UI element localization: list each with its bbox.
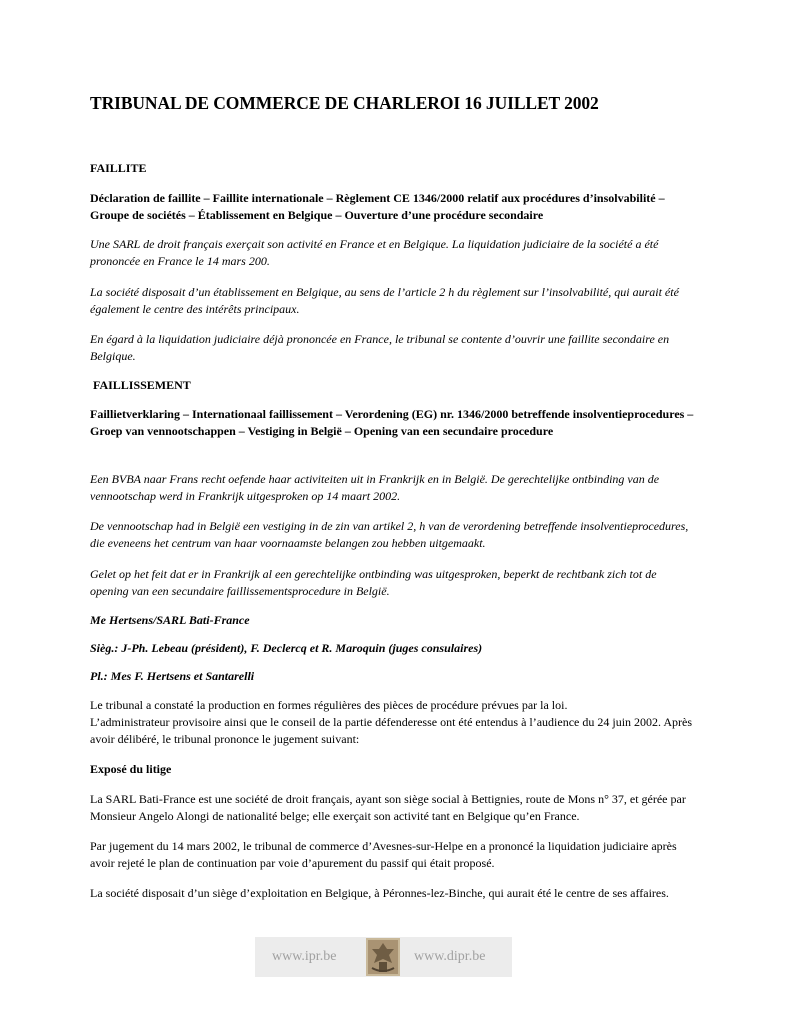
keywords-nl: Faillietverklaring – Internationaal faillissement – Verordening (EG) nr. 1346/2000 betreffende insolventieprocedures – Groep van vennootschappen – Vestiging in België – Opening van een secundaire procedure bbox=[90, 407, 694, 438]
summary-nl-3: Gelet op het feit dat er in Frankrijk al een gerechtelijke ontbinding was uitgesproken, beperkt de rechtbank zich tot de opening van een secundaire faillissementsprocedure in België. bbox=[90, 567, 657, 598]
page-title: TRIBUNAL DE COMMERCE DE CHARLEROI 16 JUILLET 2002 bbox=[90, 93, 599, 113]
summary-fr-3: En égard à la liquidation judiciaire déjà prononcée en France, le tribunal se contente d’ouvrir une faillite secondaire en Belgique. bbox=[90, 332, 670, 363]
intro-paragraph-2: L’administrateur provisoire ainsi que le conseil de la partie défenderesse ont été entendus à l’audience du 24 juin 2002. Après avoir délibéré, le tribunal prononce le jugement suivant: bbox=[90, 715, 693, 746]
body-paragraph-2: Par jugement du 14 mars 2002, le tribunal de commerce d’Avesnes-sur-Helpe en a prononcé la liquidation judiciaire après avoir rejeté le plan de continuation par voie d’apurement du passif qui était proposé. bbox=[90, 839, 677, 870]
case-parties: Me Hertsens/SARL Bati-France bbox=[90, 613, 250, 627]
case-counsel: Pl.: Mes F. Hertsens et Santarelli bbox=[90, 669, 255, 683]
summary-nl-2: De vennootschap had in België een vestiging in de zin van artikel 2, h van de verordening betreffende insolventieprocedures, die eveneens het centrum van haar voornaamste belangen zou hebben uitgemaakt. bbox=[90, 519, 689, 550]
section-heading-nl: FAILLISSEMENT bbox=[90, 378, 191, 392]
footer-link-dipr[interactable]: www.dipr.be bbox=[414, 949, 486, 964]
footer-link-ipr[interactable]: www.ipr.be bbox=[272, 949, 337, 964]
subsection-heading: Exposé du litige bbox=[90, 762, 172, 776]
summary-fr-2: La société disposait d’un établissement en Belgique, au sens de l’article 2 h du règlement sur l’insolvabilité, qui aurait été également le centre des intérêts principaux. bbox=[90, 285, 679, 316]
keywords-fr: Déclaration de faillite – Faillite internationale – Règlement CE 1346/2000 relatif aux procédures d’insolvabilité – Groupe de sociétés – Établissement en Belgique – Ouverture d’une procédure secondaire bbox=[90, 191, 665, 222]
summary-nl-1: Een BVBA naar Frans recht oefende haar activiteiten uit in Frankrijk en in België. De gerechtelijke ontbinding van de vennootschap werd in Frankrijk uitgesproken op 14 maart 2002. bbox=[90, 472, 660, 503]
footer-banner bbox=[255, 937, 512, 977]
section-heading-fr: FAILLITE bbox=[90, 161, 147, 175]
body-paragraph-3: La société disposait d’un siège d’exploitation en Belgique, à Péronnes-lez-Binche, qui aurait été le centre de ses affaires. bbox=[90, 886, 669, 900]
crest-icon bbox=[366, 938, 400, 976]
summary-fr-1: Une SARL de droit français exerçait son activité en France et en Belgique. La liquidation judiciaire de la société a été prononcée en France le 14 mars 200. bbox=[90, 237, 659, 268]
body-paragraph-1: La SARL Bati-France est une société de droit français, ayant son siège social à Bettignies, route de Mons n° 37, et gérée par Monsieur Angelo Alongi de nationalité belge; elle exerçait son activité tant en Belgique qu’en France. bbox=[90, 792, 686, 823]
case-seat: Sièg.: J-Ph. Lebeau (président), F. Declercq et R. Maroquin (juges consulaires) bbox=[90, 641, 483, 655]
intro-paragraph-1: Le tribunal a constaté la production en formes régulières des pièces de procédure prévues par la loi. bbox=[90, 698, 568, 712]
